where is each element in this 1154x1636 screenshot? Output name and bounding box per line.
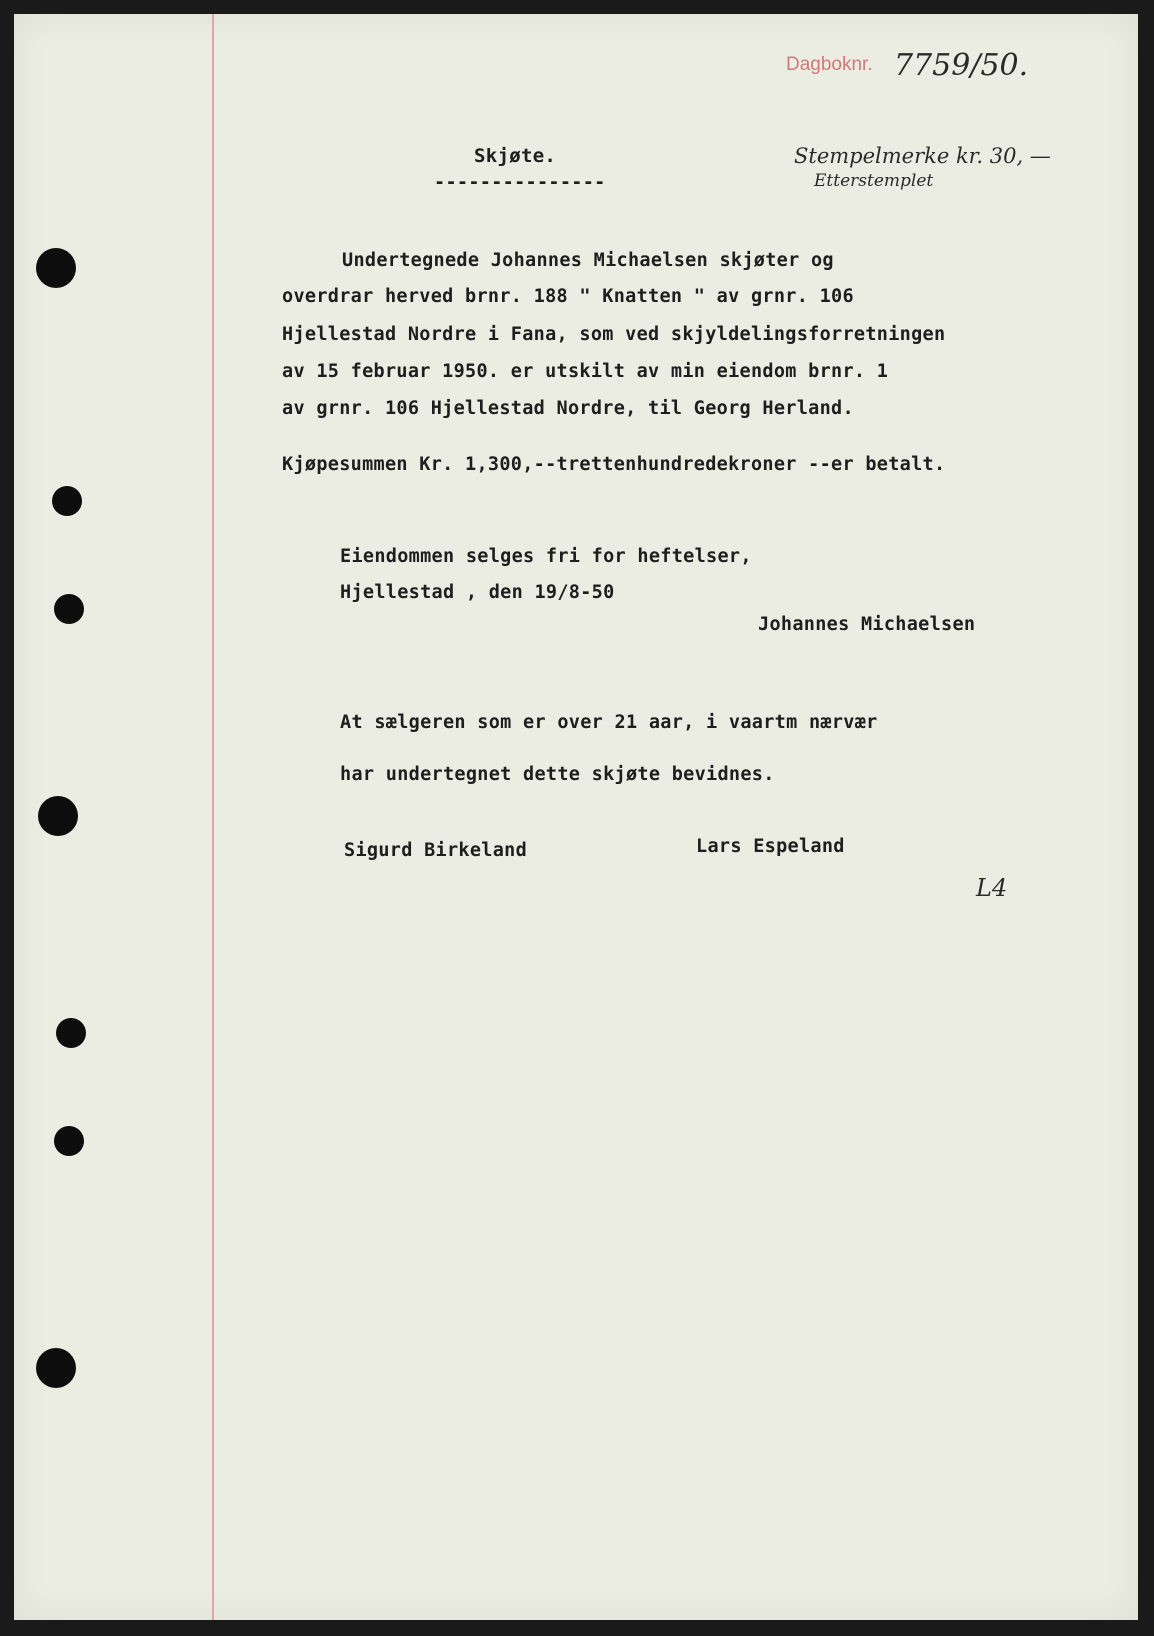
margin-line (212, 14, 214, 1620)
place-date: Hjellestad , den 19/8-50 (340, 582, 615, 603)
initials: L4 (976, 874, 1008, 902)
stamp-note-line1: Stempelmerke kr. 30, — (794, 144, 1051, 168)
document-page (14, 14, 1138, 1620)
witness-line-2: har undertegnet dette skjøte bevidnes. (340, 764, 775, 785)
punch-hole (38, 796, 78, 836)
body-line-5: av grnr. 106 Hjellestad Nordre, til Georg Herland. (282, 398, 854, 419)
punch-hole (56, 1018, 86, 1048)
dagbok-stamp-label: Dagboknr. (786, 54, 873, 75)
encumbrance-line: Eiendommen selges fri for heftelser, (340, 546, 752, 567)
witness-1-name: Sigurd Birkeland (344, 840, 528, 861)
body-line-4: av 15 februar 1950. er utskilt av min eiendom brnr. 1 (282, 361, 889, 382)
punch-hole (36, 248, 76, 288)
title-underline: --------------- (434, 172, 606, 193)
punch-hole (52, 486, 82, 516)
witness-2-name: Lars Espeland (696, 836, 845, 857)
purchase-line: Kjøpesummen Kr. 1,300,--trettenhundredekroner --er betalt. (282, 454, 946, 475)
witness-line-1: At sælgeren som er over 21 aar, i vaartm nærvær (340, 712, 878, 733)
stamp-note-line2: Etterstemplet (814, 171, 934, 191)
punch-hole (36, 1348, 76, 1388)
entry-number: 7759/50. (894, 48, 1029, 83)
seller-signature: Johannes Michaelsen (758, 614, 976, 635)
body-line-2: overdrar herved brnr. 188 " Knatten " av grnr. 106 (282, 286, 854, 307)
punch-hole (54, 1126, 84, 1156)
body-line-1: Undertegnede Johannes Michaelsen skjøter og (342, 250, 834, 271)
body-line-3: Hjellestad Nordre i Fana, som ved skjyldelingsforretningen (282, 324, 946, 345)
punch-hole (54, 594, 84, 624)
document-title: Skjøte. (474, 145, 557, 167)
